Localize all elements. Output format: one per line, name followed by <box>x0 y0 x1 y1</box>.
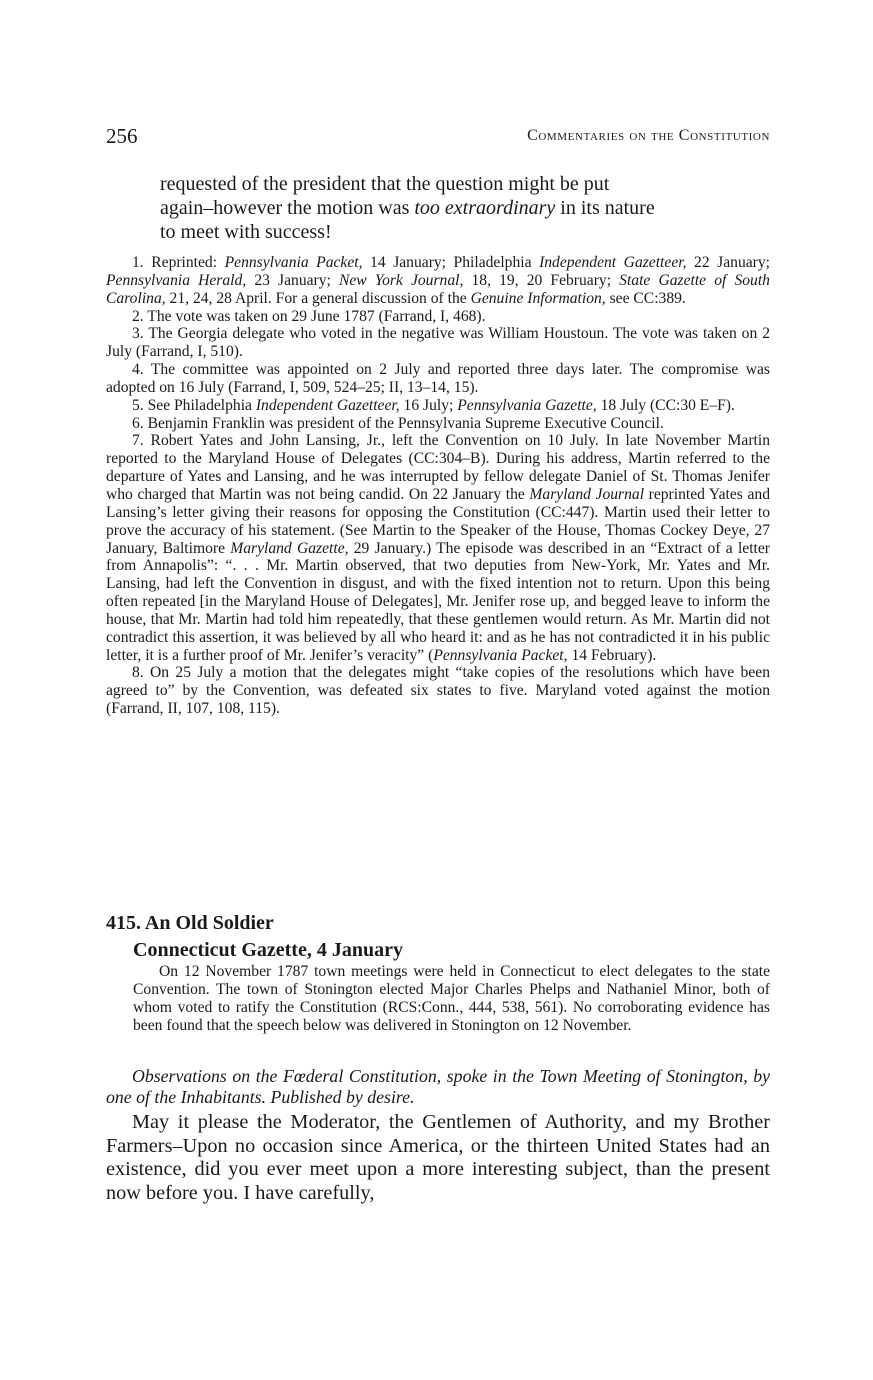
quote-line <box>160 196 722 220</box>
source-heading: Connecticut Gazette, 4 January <box>133 939 403 961</box>
observations-paragraph: Observations on the Fœderal Constitution, spoke in the Town Meeting of Stonington, by one of the Inhabitants. Published by desire. <box>106 1066 770 1107</box>
editorial-intro <box>133 963 770 1035</box>
footnote-8: 8. On 25 July a motion that the delegates might “take copies of the resolutions which have been agreed to” by the Convention, was defeated six states to five. Maryland voted against the motion (Farrand, II, 107, 108, 115). <box>106 664 770 718</box>
footnote-3: 3. The Georgia delegate who voted in the negative was William Houstoun. The vote was taken on 2 July (Farrand, I, 510). <box>106 325 770 361</box>
footnote-1: 1. Reprinted: Pennsylvania Packet, 14 January; Philadelphia Independent Gazetteer, 22 January; Pennsylvania Herald, 23 January; New York Journal, 18, 19, 20 February; State Gazette of South Carolina, 21, 24, 28 April. For a general discussion of the Genuine Information, see CC:389. <box>106 254 770 307</box>
footnote-7: 7. Robert Yates and John Lansing, Jr., left the Convention on 10 July. In late November Martin reported to the Maryland House of Delegates (CC:304–B). During his address, Martin referred to the departure of Yates and Lansing, and he was interrupted by fellow delegate Daniel of St. Thomas Jenifer who charged that Martin was not being candid. On 22 January the Maryland Journal reprinted Yates and Lansing’s letter giving their reasons for opposing the Constitution (CC:447). Martin used their letter to prove the accuracy of his statement. (See Martin to the Speaker of the House, Thomas Cockey Deye, 27 January, Baltimore Maryland Gazette, 29 January.) The episode was described in an “Extract of a letter from Annapolis”: “. . . Mr. Martin observed, that two deputies from New-York, Mr. Yates and Mr. Lansing, had left the Convention in disgust, and with the fixed intention not to return. Upon this being often repeated [in the Maryland House of Delegates], Mr. Jenifer rose up, and begged leave to inform the house, that Mr. Martin had told him repeatedly, that these gentlemen would return. As Mr. Martin did not contradict this assertion, it was believed by all who heard it: and as he has not contradicted it in his public letter, it is a further proof of Mr. Jenifer’s veracity” (Pennsylvania Packet, 14 February). <box>106 432 770 664</box>
quote-line: requested of the president that the question might be put <box>160 173 610 195</box>
page-header <box>106 124 770 150</box>
speech-paragraph: May it please the Moderator, the Gentlemen of Authority, and my Brother Farmers–Upon no occasion since America, or the thirteen United States had an existence, did you ever meet upon a more interesting subject, than the present now before you. I have carefully, <box>106 1111 770 1204</box>
quote-text: again–however the motion was <box>160 197 415 219</box>
page-number: 256 <box>106 124 138 148</box>
document-title <box>106 1066 770 1108</box>
footnote-5: 5. See Philadelphia Independent Gazetteer, 16 July; Pennsylvania Gazette, 18 July (CC:30 E–F). <box>132 396 735 414</box>
speech-text <box>106 1111 770 1205</box>
section-heading: 415. An Old Soldier <box>106 912 274 934</box>
footnote-6: 6. Benjamin Franklin was president of the Pennsylvania Supreme Executive Council. <box>132 414 664 432</box>
footnote-4: 4. The committee was appointed on 2 July and reported three days later. The compromise was adopted on 16 July (Farrand, I, 509, 524–25; II, 13–14, 15). <box>106 361 770 396</box>
footnote-2: 2. The vote was taken on 29 June 1787 (Farrand, I, 468). <box>132 307 486 325</box>
quote-line: to meet with success! <box>160 221 332 243</box>
quote-text: in its nature <box>555 197 655 219</box>
quoted-passage <box>160 172 722 244</box>
running-head: Commentaries on the Constitution <box>527 127 770 144</box>
quote-emphasis: too extraordinary <box>414 197 556 219</box>
footnotes <box>106 254 770 718</box>
intro-paragraph: On 12 November 1787 town meetings were held in Connecticut to elect delegates to the state Convention. The town of Stonington elected Major Charles Phelps and Nathaniel Minor, both of whom voted to ratify the Constitution (RCS:Conn., 444, 538, 561). No corroborating evidence has been found that the speech below was delivered in Stonington on 12 November. <box>133 963 770 1034</box>
